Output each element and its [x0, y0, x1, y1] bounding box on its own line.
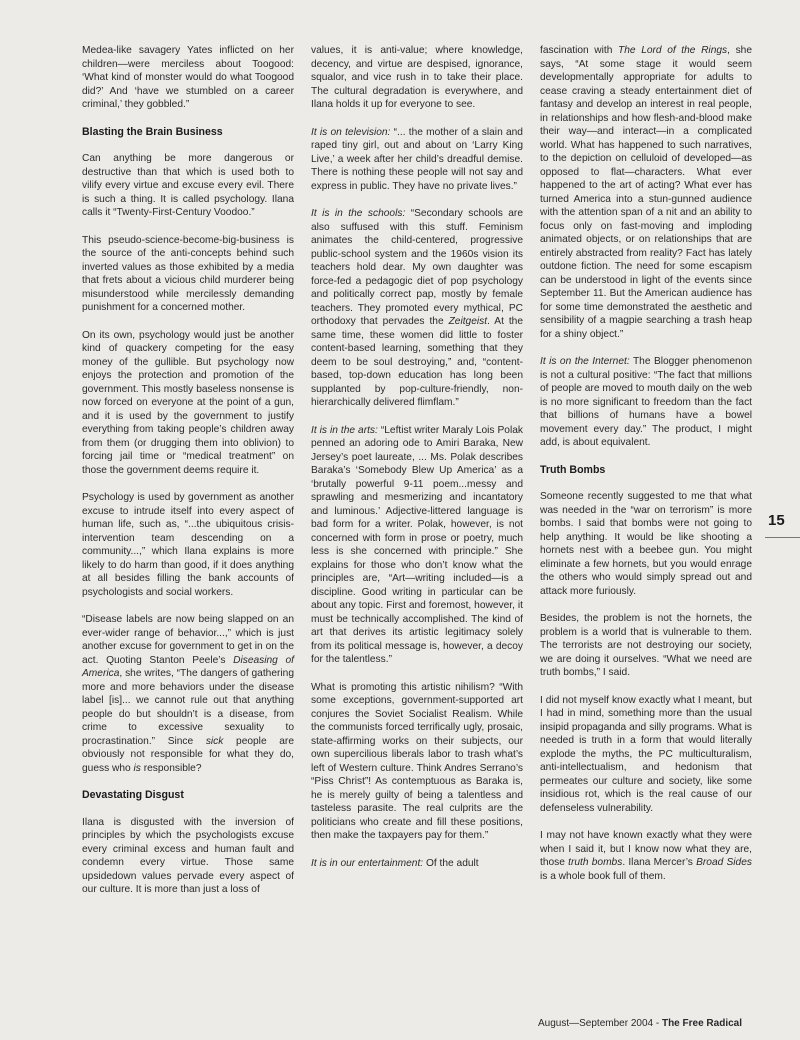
lead-in: It is on television:	[311, 126, 391, 138]
paragraph	[311, 207, 523, 410]
text-run: The Blogger phenomenon is not a cultural positive: “The fact that millions of people are moved to mouth daily on the web is no more significant to freedom than the fact that billions of humans have a bowel movement every day.” The product, I might add, is about equivalent.	[540, 356, 752, 448]
text-run: Of the adult	[423, 857, 479, 869]
paragraph: Besides, the problem is not the hornets, the problem is a world that is vulnerable to them. The terrorists are not destroying our society, we are doing it ourselves. “What we need are truth bombs,” I said.	[540, 613, 752, 678]
page-number-rule	[765, 537, 800, 538]
paragraph: Ilana is disgusted with the inversion of principles by which the psychologists excuse every criminal excess and human fault and condemn every virtue. Those same upsidedown values pervade every aspect of our culture. It is more than just a loss of	[82, 816, 294, 895]
paragraph: Someone recently suggested to me that what was needed in the “war on terrorism” is more bombs. I said that bombs were not going to help anything. It would be like shooting a hornets nest with a beebee gun. You might eliminate a few hornets, but you would enrage the others who would simply spread out and attack more furiously.	[540, 491, 752, 597]
paragraph: Psychology is used by government as another excuse to intrude itself into every aspect of human life, such as, “...the ubiquitous crisis-intervention team descending on a community...,” which Ilana explains is more likely to do harm than good, if it does anything at all besides filling the bank accounts of psychologists and social workers.	[82, 492, 294, 598]
text-run: “Leftist writer Maraly Lois Polak penned an adoring ode to Amiri Baraka, New Jersey’s poet laureate, ... Ms. Polak describes Baraka’s ‘Somebody Blew Up America’ as a ‘brutally powerful 9-11 poem...messy and sprawling and mesmerizing and incantatory and luminous.’ Adjective-littered language is bad form for a writer. Polak, however, is not concerned with form in prose or poetry, much less is she concerned with principle.” She explains for those who don’t know what the principles are, “Art—writing included—is a discipline. Good writing in particular can be about any topic. First and foremost, however, it must be technically accomplished. The kind of art that derives its artistic legitimacy solely from its political message is, however, a decoy for the talentless.”	[311, 424, 523, 665]
paragraph	[311, 857, 523, 871]
emphasis: truth bombs	[568, 857, 623, 868]
emphasis: is	[133, 762, 141, 774]
text-run: “Disease labels are now being slapped on an ever-wider range of behavior...,” which is just another excuse for government to get in on the act. Quoting Stanton Peele’s	[82, 614, 294, 666]
text-run: fascination with	[540, 45, 619, 56]
text-run: responsible?	[140, 762, 202, 774]
issue-date: August—September 2004 -	[538, 1018, 662, 1029]
text-run: , she says, “At some stage it would seem developmentally appropriate for adults to cease craving a steady entertainment diet of fantasy and develop an interest in real people, in relationships and how flesh-and-blood make their way—and interact—in a complicated world. What has happened to such narratives, to the depiction on celluloid of developed—as opposed to flat—characters. What ever happened to the art of acting? What ever has turned America into a stun-gunned audience with the attention span of a nit and an ability to focus only on fast-moving and imploding animated objects, or on relationships that are entirely abstracted from reality? Fact has lately outdone fiction. The need for some escapism can be understood in light of the events since September 11. But the American audience has for some time demonstrated the aesthetic and sensibility of a magpie searching a trash heap for a shiny object.”	[540, 45, 752, 340]
magazine-name: The Free Radical	[661, 1018, 742, 1029]
paragraph: Can anything be more dangerous or destructive than that which is used both to vilify every virtue and excuse every evil. There is such a thing. It is called psychology. Ilana calls it “Twenty-First-Century Voodoo.”	[82, 153, 294, 218]
section-heading: Blasting the Brain Business	[82, 125, 223, 138]
page-footer	[538, 1018, 742, 1029]
book-title: The Lord of the Rings	[618, 45, 728, 56]
text-run: . Ilana Mercer’s	[622, 857, 697, 868]
paragraph: values, it is anti-value; where knowledge, decency, and virtue are despised, ignorance, squalor, and vice rush in to take their place. The cultural degradation is everywhere, and Ilana holds it up for everyone to see.	[311, 45, 523, 110]
column-2	[311, 44, 523, 870]
lead-in: It is on the Internet:	[540, 356, 630, 367]
lead-in: It is in the schools:	[311, 208, 406, 219]
column-1	[82, 44, 294, 897]
page-number: 15	[768, 512, 785, 529]
paragraph	[82, 613, 294, 775]
paragraph: This pseudo-science-become-big-business is the source of the anti-concepts behind such inverted values as those exhibited by a media that frets about a vicious child murderer being misunderstood while mercilessly demanding punishment for a concerned mother.	[82, 234, 294, 313]
paragraph	[311, 126, 523, 194]
emphasis: sick	[205, 735, 224, 747]
section-heading: Truth Bombs	[540, 463, 606, 476]
paragraph	[540, 355, 752, 450]
book-title: Diseasing of America	[82, 654, 295, 679]
paragraph: I did not myself know exactly what I meant, but I had in mind, something more than the usual insipid propaganda and silly programs. What is needed is truth in a form that would literally explode the myths, the PC multiculturalism, anti-intellectualism, and hedonism that permeates our culture and society, like some insidious rot, which is the real cause of our defenseless vulnerability.	[540, 694, 752, 814]
column-3	[540, 44, 752, 883]
lead-in: It is in the arts:	[311, 424, 378, 436]
book-title: Broad Sides	[696, 857, 752, 868]
text-run: “Secondary schools are also suffused with this stuff. Feminism animates the child-centered, progressive public-school system and the 1960s vision its teachers hold dear. My own daughter was force-fed a pedagogic diet of pop psychology and politically correct pap, mostly by female teachers. They promoted every mythical, PC orthodoxy that pervades the	[311, 208, 523, 327]
text-run: people are obviously not responsible for what they do, guess who	[82, 735, 294, 774]
paragraph: On its own, psychology would just be another kind of quackery competing for the easy money of the gullible. But psychology now enjoys the protection and promotion of the government. This mostly baseless nonsense is now forced on everyone at the point of a gun, and it is used by the government to justify everything from taking people’s children away from them (or drugging them into oblivion) to forcing jail time or “medical treatment” on those the government deems require it.	[82, 329, 294, 476]
paragraph	[540, 44, 752, 341]
text-run: , she writes, “The dangers of gathering more and more behaviors under the disease label [is]... we cannot rule out that anything people do but shouldn’t is a disease, from crime to excessive sexuality to procrastination.” Since	[82, 668, 294, 747]
text-run: I may not have known exactly what they were when I said it, but I know now what they are, those	[540, 830, 752, 868]
paragraph: What is promoting this artistic nihilism? “With some exceptions, government-supported art conjures the Soviet Socialist Realism. While the communists forced terrifically ugly, prosaic, state-affirming works on their subjects, our own supercilious liberals labor to trash what’s left of Western culture. Think Andres Serrano’s “Piss Christ”! As contemptuous as Baraka is, he is merely guilty of being a talentless and tasteless parasite. The real culprits are the politicians who create and fill these positions, then make the taxpayers pay for them.”	[311, 681, 523, 841]
text-run: “... the mother of a slain and raped tiny girl, out and about on ‘Larry King Live,’ a week after her child’s dreadful demise. There is nothing these people will not say and express in public. They have no private lives.”	[311, 126, 523, 192]
emphasis: Zeitgeist	[448, 316, 488, 327]
lead-in: It is in our entertainment:	[311, 857, 424, 869]
paragraph	[540, 829, 752, 883]
section-heading: Devastating Disgust	[82, 789, 184, 801]
text-run: is a whole book full of them.	[540, 870, 666, 882]
text-run: . At the same time, these women did little to foster content-based learning, something that they deem to be soul destroying,” and, “content-based, top-down education has long been supplanted by pop-culture-friendly, non-hierarchically delivered flimflam.”	[311, 316, 524, 408]
paragraph	[311, 424, 523, 667]
paragraph: Medea-like savagery Yates inflicted on her children—were merciless about Toogood: ‘What kind of monster would do what Toogood did?’ And ‘have we stumbled on a career criminal,’ they gobbled.”	[82, 45, 294, 110]
